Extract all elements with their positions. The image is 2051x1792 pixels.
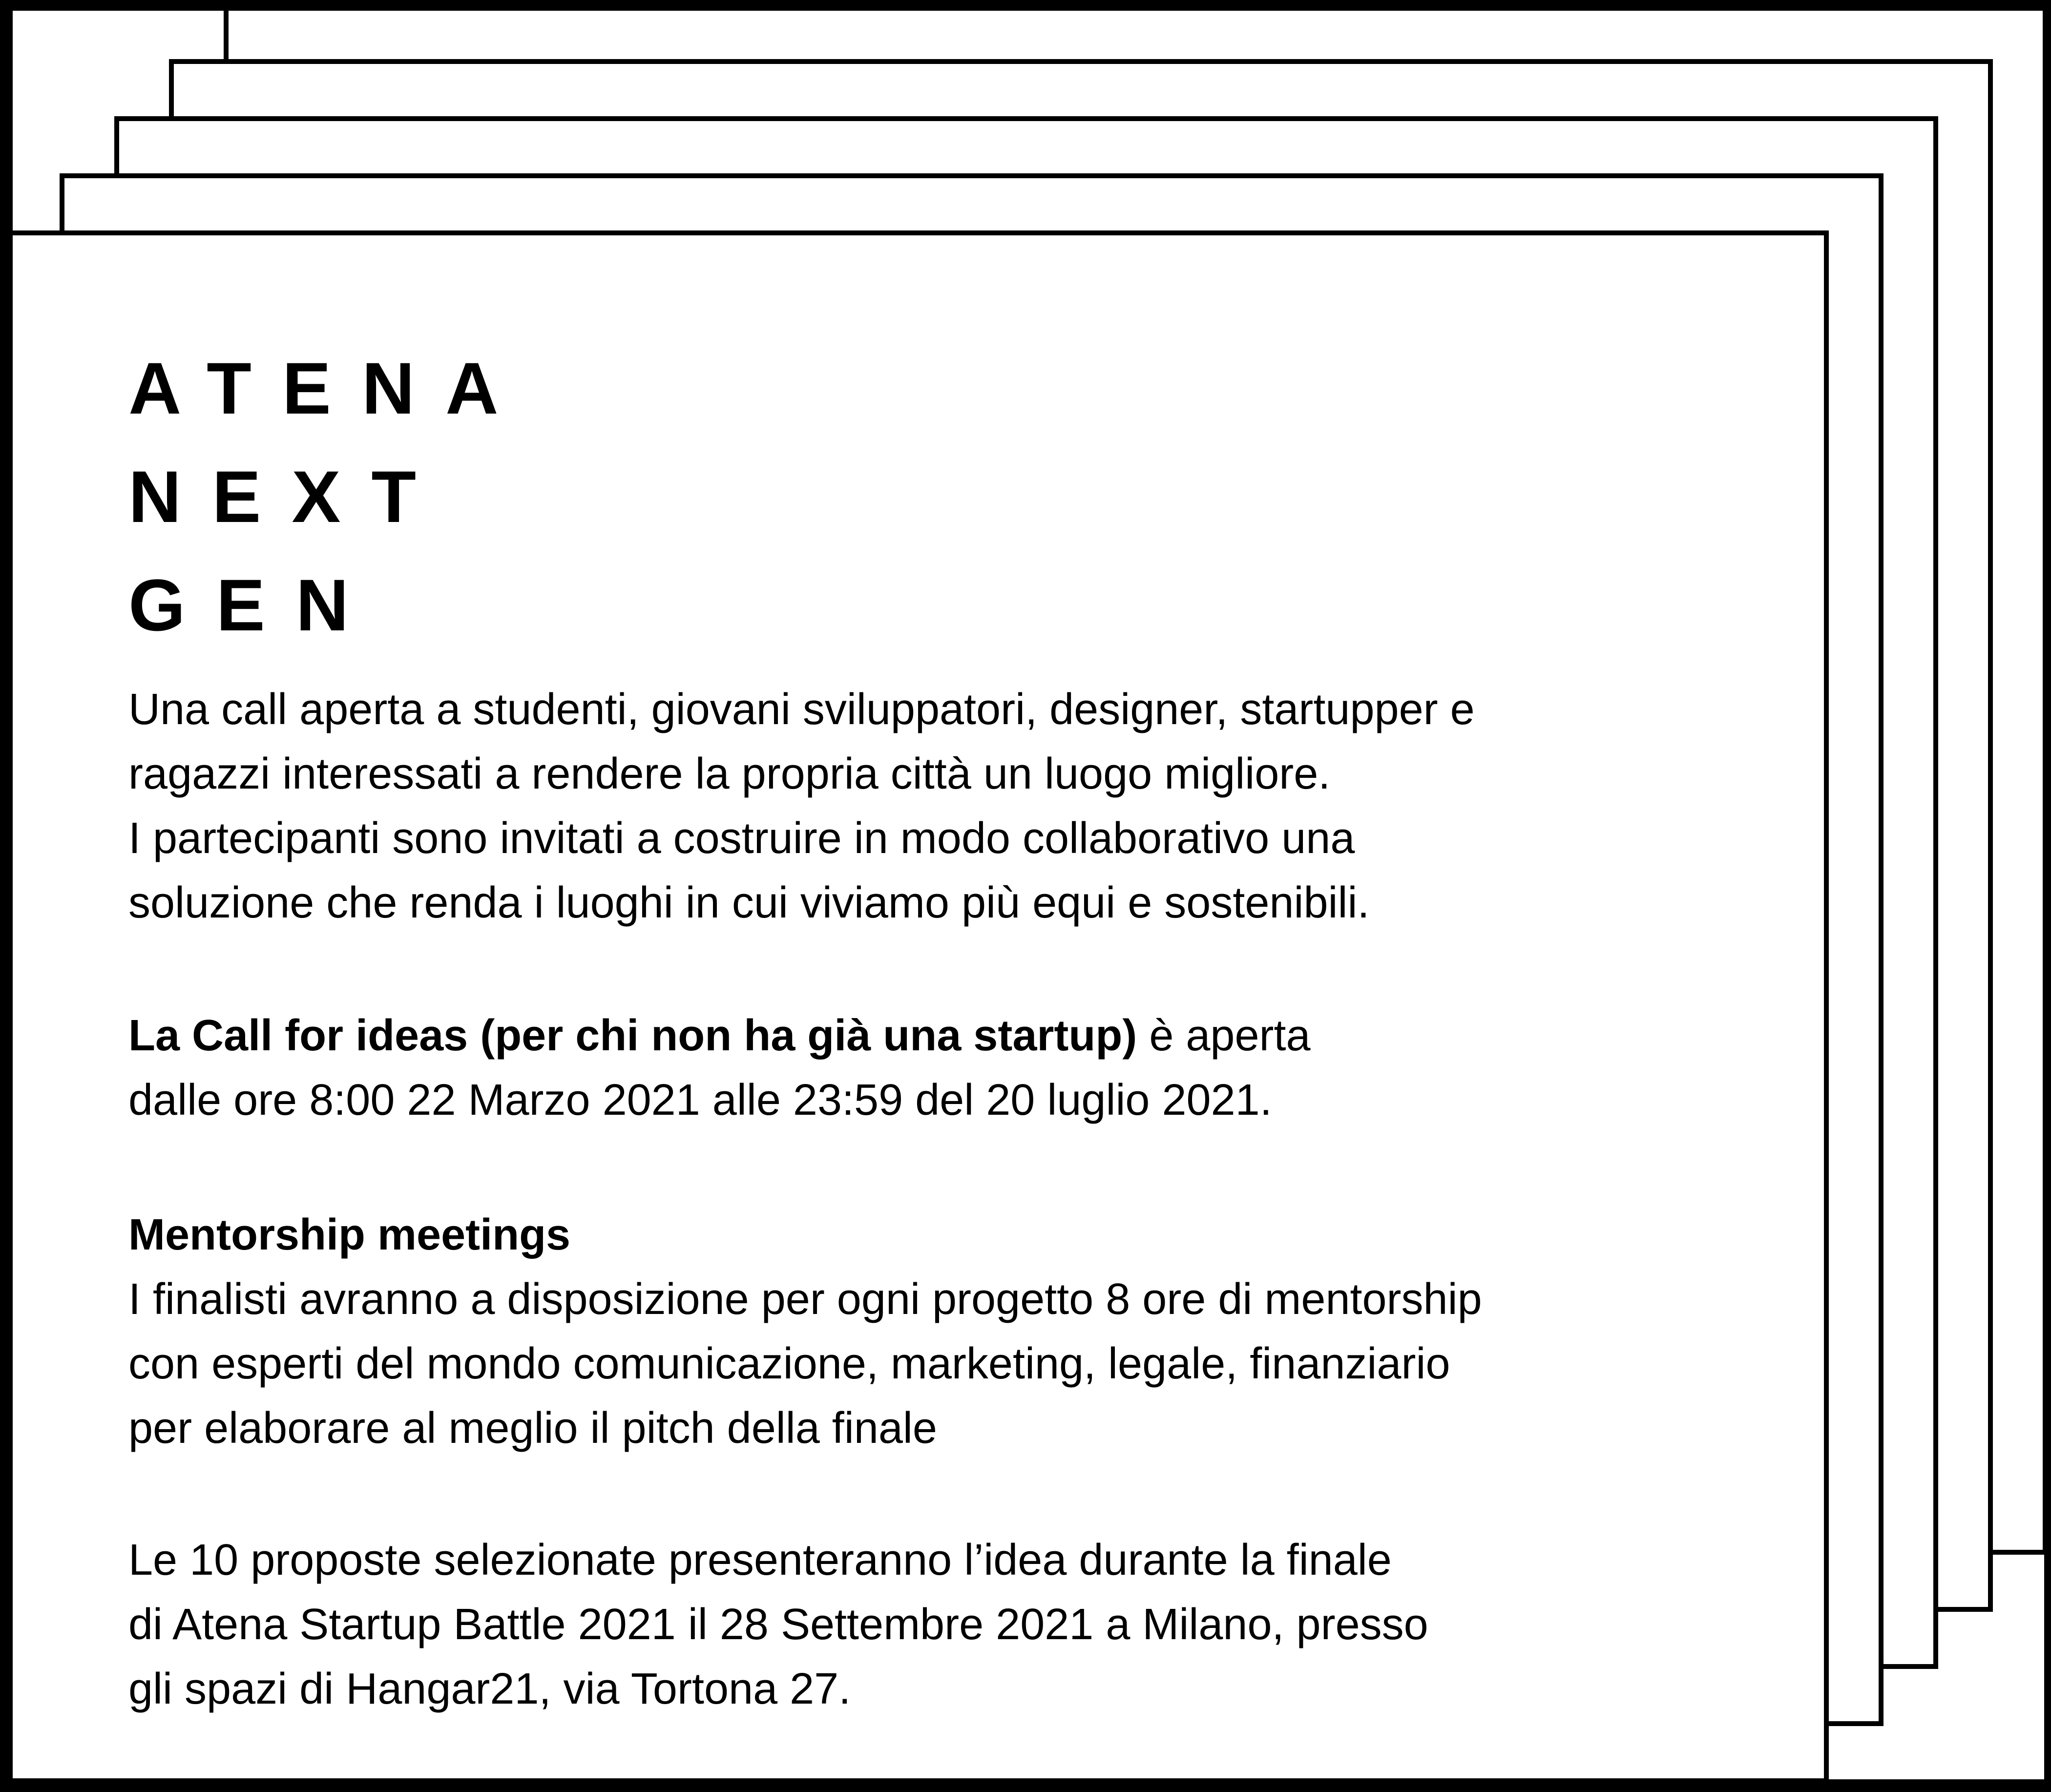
poster-title: [128, 334, 529, 659]
finale-line-2: di Atena Startup Battle 2021 il 28 Settembre 2021 a Milano, presso: [128, 1600, 1428, 1649]
intro-line-3: I partecipanti sono invitati a costruire in modo collaborativo una: [128, 814, 1355, 863]
title-line-1: ATENA: [128, 347, 529, 429]
mentorship-heading: Mentorship meetings: [128, 1210, 571, 1259]
call-line-1: [128, 1003, 1311, 1068]
finale-paragraph: [128, 1528, 1428, 1721]
finale-line-3: gli spazi di Hangar21, via Tortona 27.: [128, 1665, 851, 1713]
mentorship-line-3: per elaborare al meglio il pitch della finale: [128, 1404, 937, 1453]
title-line-2: NEXT: [128, 456, 447, 538]
intro-line-1: Una call aperta a studenti, giovani sviluppatori, designer, startupper e: [128, 685, 1475, 734]
call-for-ideas-paragraph: [128, 1003, 1311, 1132]
mentorship-line-1: I finalisti avranno a disposizione per ogni progetto 8 ore di mentorship: [128, 1275, 1482, 1324]
mentorship-paragraph: [128, 1203, 1482, 1460]
call-bold-lead: La Call for ideas (per chi non ha già una startup): [128, 1011, 1137, 1060]
mentorship-line-2: con esperti del mondo comunicazione, marketing, legale, finanziario: [128, 1339, 1450, 1388]
intro-line-2: ragazzi interessati a rendere la propria città un luogo migliore.: [128, 750, 1331, 798]
title-line-3: GEN: [128, 564, 380, 646]
call-regular-tail: è aperta: [1137, 1011, 1311, 1060]
finale-line-1: Le 10 proposte selezionate presenteranno l’idea durante la finale: [128, 1536, 1392, 1584]
intro-line-4: soluzione che renda i luoghi in cui viviamo più equi e sostenibili.: [128, 878, 1370, 927]
call-line-2: dalle ore 8:00 22 Marzo 2021 alle 23:59 del 20 luglio 2021.: [128, 1076, 1272, 1125]
intro-paragraph: [128, 677, 1475, 935]
